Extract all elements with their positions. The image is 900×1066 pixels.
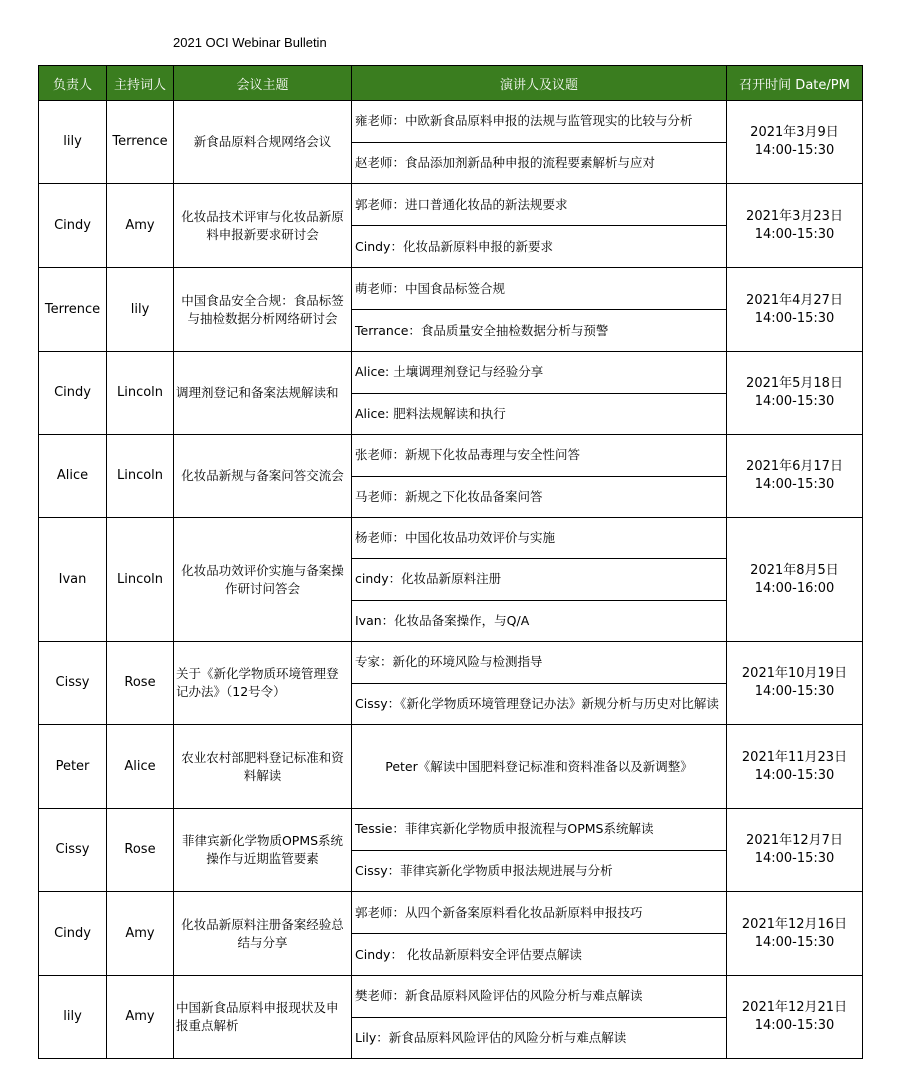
- date-text: 2021年12月16日: [741, 916, 848, 932]
- datetime-cell: [727, 518, 863, 642]
- header-owner: 负责人: [39, 66, 107, 101]
- host-cell: lily: [107, 268, 174, 352]
- talks-list: [352, 642, 726, 724]
- table-row: [39, 435, 863, 518]
- topic-cell: 中国新食品原料申报现状及申报重点解析: [174, 976, 352, 1059]
- table-row: [39, 976, 863, 1059]
- date-text: 2021年12月21日: [741, 1000, 848, 1015]
- webinar-table: [38, 65, 863, 1059]
- talk-item: 雍老师：中欧新食品原料申报的法规与监管现实的比较与分析: [352, 101, 726, 143]
- time-text: 14:00-15:30: [754, 310, 835, 326]
- date-text: 2021年3月23日: [746, 208, 843, 224]
- owner-cell: Ivan: [39, 518, 107, 642]
- table-body: [39, 101, 863, 1059]
- talk-item: Cindy：化妆品新原料申报的新要求: [355, 238, 553, 254]
- datetime-cell: [727, 435, 863, 518]
- header-topic: 会议主题: [174, 66, 352, 101]
- topic-cell: 化妆品功效评价实施与备案操作研讨问答会: [174, 518, 352, 642]
- datetime-cell: [727, 892, 863, 976]
- host-cell: Lincoln: [107, 518, 174, 642]
- talks-list: [352, 976, 726, 1058]
- date-text: 2021年8月5日: [750, 562, 839, 578]
- topic-cell: 农业农村部肥料登记标准和资料解读: [174, 725, 352, 809]
- datetime-cell: [727, 725, 863, 809]
- talk-item: Ivan：化妆品备案操作，与Q/A: [355, 612, 530, 628]
- talks-cell: [352, 435, 727, 518]
- date-text: 2021年6月17日: [746, 459, 843, 474]
- talks-list: [352, 809, 726, 891]
- owner-cell: Cindy: [39, 352, 107, 435]
- topic-cell: 中国食品安全合规：食品标签与抽检数据分析网络研讨会: [174, 268, 352, 352]
- talks-cell: [352, 976, 727, 1059]
- talks-cell: [352, 184, 727, 268]
- time-text: 14:00-15:30: [754, 394, 835, 409]
- talk-item: Tessie：菲律宾新化学物质申报流程与OPMS系统解读: [352, 809, 726, 851]
- owner-cell: Cissy: [39, 642, 107, 725]
- time-text: 14:00-15:30: [754, 143, 835, 158]
- talk-item: Peter《解读中国肥料登记标准和资料准备以及新调整》: [385, 758, 693, 774]
- host-cell: Rose: [107, 809, 174, 892]
- time-text: 14:00-16:00: [754, 580, 835, 596]
- date-text: 2021年3月9日: [750, 125, 839, 140]
- owner-cell: lily: [39, 101, 107, 184]
- talk-item: Terrance：食品质量安全抽检数据分析与预警: [355, 322, 609, 338]
- talks-list: [352, 184, 726, 267]
- talk-item: 樊老师：新食品原料风险评估的风险分析与难点解读: [352, 976, 726, 1018]
- owner-cell: Cindy: [39, 184, 107, 268]
- table-row: [39, 184, 863, 268]
- date-text: 2021年11月23日: [741, 749, 848, 765]
- talks-cell: [352, 518, 727, 642]
- host-cell: Amy: [107, 184, 174, 268]
- table-row: [39, 352, 863, 435]
- date-text: 2021年5月18日: [746, 376, 843, 391]
- talk-item: 赵老师：食品添加剂新品种申报的流程要素解析与应对: [355, 154, 656, 170]
- talks-list: [352, 268, 726, 351]
- topic-cell: 菲律宾新化学物质OPMS系统操作与近期监管要素: [174, 809, 352, 892]
- topic-cell: 化妆品新原料注册备案经验总结与分享: [174, 892, 352, 976]
- date-text: 2021年4月27日: [746, 292, 843, 308]
- topic-cell: 化妆品新规与备案问答交流会: [174, 435, 352, 518]
- owner-cell: Cissy: [39, 809, 107, 892]
- talk-item: 萌老师：中国食品标签合规: [352, 268, 726, 310]
- talk-item: Cissy：菲律宾新化学物质申报法规进展与分析: [355, 862, 613, 878]
- topic-cell: 关于《新化学物质环境管理登记办法》（12号令）: [174, 642, 352, 725]
- talks-list: [352, 725, 726, 808]
- talks-cell: [352, 101, 727, 184]
- date-text: 2021年12月7日: [746, 833, 843, 848]
- owner-cell: Terrence: [39, 268, 107, 352]
- talk-item: Lily：新食品原料风险评估的风险分析与难点解读: [355, 1029, 627, 1045]
- talk-item: 郭老师：从四个新备案原料看化妆品新原料申报技巧: [352, 892, 726, 934]
- time-text: 14:00-15:30: [754, 851, 835, 866]
- topic-cell: 新食品原料合规网络会议: [174, 101, 352, 184]
- talk-item: 张老师：新规下化妆品毒理与安全性问答: [352, 435, 726, 477]
- talks-cell: [352, 642, 727, 725]
- page-title: 2021 OCI Webinar Bulletin: [173, 35, 327, 50]
- owner-cell: Cindy: [39, 892, 107, 976]
- talks-list: [352, 352, 726, 434]
- header-talks: 演讲人及议题: [352, 66, 727, 101]
- datetime-cell: [727, 268, 863, 352]
- host-cell: Amy: [107, 892, 174, 976]
- table-row: [39, 518, 863, 642]
- owner-cell: Alice: [39, 435, 107, 518]
- header-datetime: 召开时间 Date/PM: [727, 66, 863, 101]
- header-host: 主持词人: [107, 66, 174, 101]
- time-text: 14:00-15:30: [754, 767, 835, 783]
- host-cell: Amy: [107, 976, 174, 1059]
- table-row: [39, 642, 863, 725]
- owner-cell: lily: [39, 976, 107, 1059]
- talks-cell: [352, 725, 727, 809]
- talks-cell: [352, 352, 727, 435]
- datetime-cell: [727, 642, 863, 725]
- talks-list: [352, 435, 726, 517]
- date-text: 2021年10月19日: [741, 666, 848, 681]
- table-row: [39, 268, 863, 352]
- header-row: [39, 66, 863, 101]
- table-row: [39, 892, 863, 976]
- talk-item: Alice: 肥料法规解读和执行: [355, 405, 506, 421]
- talks-cell: [352, 268, 727, 352]
- time-text: 14:00-15:30: [754, 1018, 835, 1033]
- datetime-cell: [727, 101, 863, 184]
- host-cell: Alice: [107, 725, 174, 809]
- table-row: [39, 101, 863, 184]
- datetime-cell: [727, 184, 863, 268]
- host-cell: Terrence: [107, 101, 174, 184]
- datetime-cell: [727, 809, 863, 892]
- talk-item: 马老师：新规之下化妆品备案问答: [355, 488, 543, 504]
- talk-item: Cindy： 化妆品新原料安全评估要点解读: [355, 946, 582, 962]
- talks-cell: [352, 892, 727, 976]
- host-cell: Rose: [107, 642, 174, 725]
- talks-list: [352, 892, 726, 975]
- talks-cell: [352, 809, 727, 892]
- topic-cell: 调理剂登记和备案法规解读和: [174, 352, 352, 435]
- table-row: [39, 809, 863, 892]
- host-cell: Lincoln: [107, 435, 174, 518]
- datetime-cell: [727, 976, 863, 1059]
- topic-cell: 化妆品技术评审与化妆品新原料申报新要求研讨会: [174, 184, 352, 268]
- time-text: 14:00-15:30: [754, 477, 835, 492]
- talk-item: Cissy：《新化学物质环境管理登记办法》新规分析与历史对比解读: [355, 695, 719, 711]
- talk-item: 郭老师：进口普通化妆品的新法规要求: [352, 184, 726, 226]
- table-row: [39, 725, 863, 809]
- time-text: 14:00-15:30: [754, 934, 835, 950]
- talks-list: [352, 518, 726, 641]
- talk-item: cindy：化妆品新原料注册: [352, 559, 726, 600]
- datetime-cell: [727, 352, 863, 435]
- host-cell: Lincoln: [107, 352, 174, 435]
- owner-cell: Peter: [39, 725, 107, 809]
- time-text: 14:00-15:30: [754, 226, 835, 242]
- talk-item: 杨老师：中国化妆品功效评价与实施: [352, 518, 726, 559]
- talk-item: 专家：新化的环境风险与检测指导: [352, 642, 726, 684]
- talk-item: Alice: 土壤调理剂登记与经验分享: [352, 352, 726, 394]
- time-text: 14:00-15:30: [754, 684, 835, 699]
- talks-list: [352, 101, 726, 183]
